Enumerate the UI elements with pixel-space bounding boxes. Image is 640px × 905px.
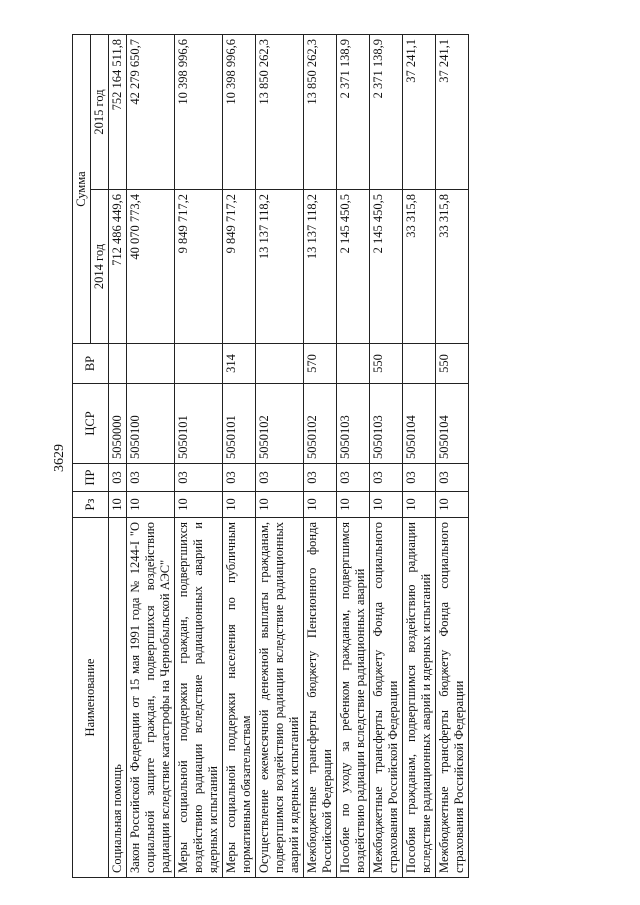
row-pr: 03 [436, 464, 469, 492]
row-rz: 10 [127, 492, 175, 518]
header-pr: ПР [73, 464, 109, 492]
row-vr [337, 344, 370, 384]
row-name: Закон Российской Федерации от 15 мая 1991 года № 1244-I "О социальной защите граждан, подвергшихся воздействию радиации вследствие катастрофы на Чернобыльской АЭС" [127, 518, 175, 878]
row-rz: 10 [370, 492, 403, 518]
row-2015: 37 241,1 [436, 35, 469, 190]
table-row [403, 35, 436, 878]
row-csr: 5050102 [256, 384, 304, 464]
header-name: Наименование [73, 518, 109, 878]
row-csr: 5050102 [304, 384, 337, 464]
header-csr: ЦСР [73, 384, 109, 464]
row-csr: 5050103 [337, 384, 370, 464]
table-row [109, 35, 127, 878]
row-2015: 752 164 511,8 [109, 35, 127, 190]
row-name: Межбюджетные трансферты бюджету Фонда социального страхования Российской Федерации [436, 518, 469, 878]
row-vr [175, 344, 223, 384]
row-pr: 03 [370, 464, 403, 492]
row-2015: 2 371 138,9 [337, 35, 370, 190]
row-csr: 5050000 [109, 384, 127, 464]
row-csr: 5050101 [175, 384, 223, 464]
row-pr: 03 [109, 464, 127, 492]
row-rz: 10 [403, 492, 436, 518]
header-sum: Сумма [73, 35, 91, 344]
header-year-2015: 2015 год [91, 35, 109, 190]
row-name: Меры социальной поддержки граждан, подвергшихся воздействию радиации вследствие радиационных аварий и ядерных испытаний [175, 518, 223, 878]
row-name: Межбюджетные трансферты бюджету Фонда социального страхования Российской Федерации [370, 518, 403, 878]
row-rz: 10 [175, 492, 223, 518]
header-vr: ВР [73, 344, 109, 384]
table-row [175, 35, 223, 878]
rotated-page [52, 35, 616, 878]
table-row [370, 35, 403, 878]
row-pr: 03 [175, 464, 223, 492]
row-2014: 33 315,8 [403, 190, 436, 344]
row-name: Межбюджетные трансферты бюджету Пенсионного фонда Российской Федерации [304, 518, 337, 878]
row-csr: 5050101 [223, 384, 256, 464]
row-2014: 9 849 717,2 [223, 190, 256, 344]
budget-table [72, 34, 469, 878]
row-rz: 10 [304, 492, 337, 518]
row-2015: 10 398 996,6 [223, 35, 256, 190]
row-2014: 9 849 717,2 [175, 190, 223, 344]
row-pr: 03 [223, 464, 256, 492]
row-vr [256, 344, 304, 384]
row-vr: 550 [436, 344, 469, 384]
row-2015: 37 241,1 [403, 35, 436, 190]
row-2014: 40 070 773,4 [127, 190, 175, 344]
header-year-2014: 2014 год [91, 190, 109, 344]
row-vr [127, 344, 175, 384]
row-pr: 03 [127, 464, 175, 492]
row-vr [403, 344, 436, 384]
row-pr: 03 [337, 464, 370, 492]
row-2015: 42 279 650,7 [127, 35, 175, 190]
row-vr [109, 344, 127, 384]
row-vr: 550 [370, 344, 403, 384]
row-name: Социальная помощь [109, 518, 127, 878]
table-row [304, 35, 337, 878]
row-pr: 03 [256, 464, 304, 492]
row-name: Пособие по уходу за ребенком гражданам, подвергшимся воздействию радиации вследствие радиационных аварий [337, 518, 370, 878]
row-2014: 2 145 450,5 [370, 190, 403, 344]
row-csr: 5050103 [370, 384, 403, 464]
row-2014: 2 145 450,5 [337, 190, 370, 344]
row-csr: 5050104 [403, 384, 436, 464]
row-vr: 570 [304, 344, 337, 384]
table-row [436, 35, 469, 878]
header-rz: Рз [73, 492, 109, 518]
table-row [223, 35, 256, 878]
row-name: Осуществление ежемесячной денежной выплаты гражданам, подвергшимся воздействию радиации вследствие радиационных аварий и ядерных испытаний [256, 518, 304, 878]
table-header [73, 35, 109, 878]
row-2015: 10 398 996,6 [175, 35, 223, 190]
row-pr: 03 [304, 464, 337, 492]
row-2014: 33 315,8 [436, 190, 469, 344]
row-2014: 13 137 118,2 [256, 190, 304, 344]
row-2014: 13 137 118,2 [304, 190, 337, 344]
row-name: Пособия гражданам, подвергшимся воздействию радиации вследствие радиационных аварий и ядерных испытаний [403, 518, 436, 878]
row-rz: 10 [109, 492, 127, 518]
row-rz: 10 [223, 492, 256, 518]
row-pr: 03 [403, 464, 436, 492]
row-vr: 314 [223, 344, 256, 384]
page-number: 3629 [52, 444, 67, 472]
row-name: Меры социальной поддержки населения по публичным нормативным обязательствам [223, 518, 256, 878]
row-rz: 10 [337, 492, 370, 518]
row-2015: 2 371 138,9 [370, 35, 403, 190]
row-2014: 712 486 449,6 [109, 190, 127, 344]
row-csr: 5050100 [127, 384, 175, 464]
table-row [337, 35, 370, 878]
row-rz: 10 [256, 492, 304, 518]
row-2015: 13 850 262,3 [256, 35, 304, 190]
row-rz: 10 [436, 492, 469, 518]
table-row [256, 35, 304, 878]
row-2015: 13 850 262,3 [304, 35, 337, 190]
table-row [127, 35, 175, 878]
row-csr: 5050104 [436, 384, 469, 464]
